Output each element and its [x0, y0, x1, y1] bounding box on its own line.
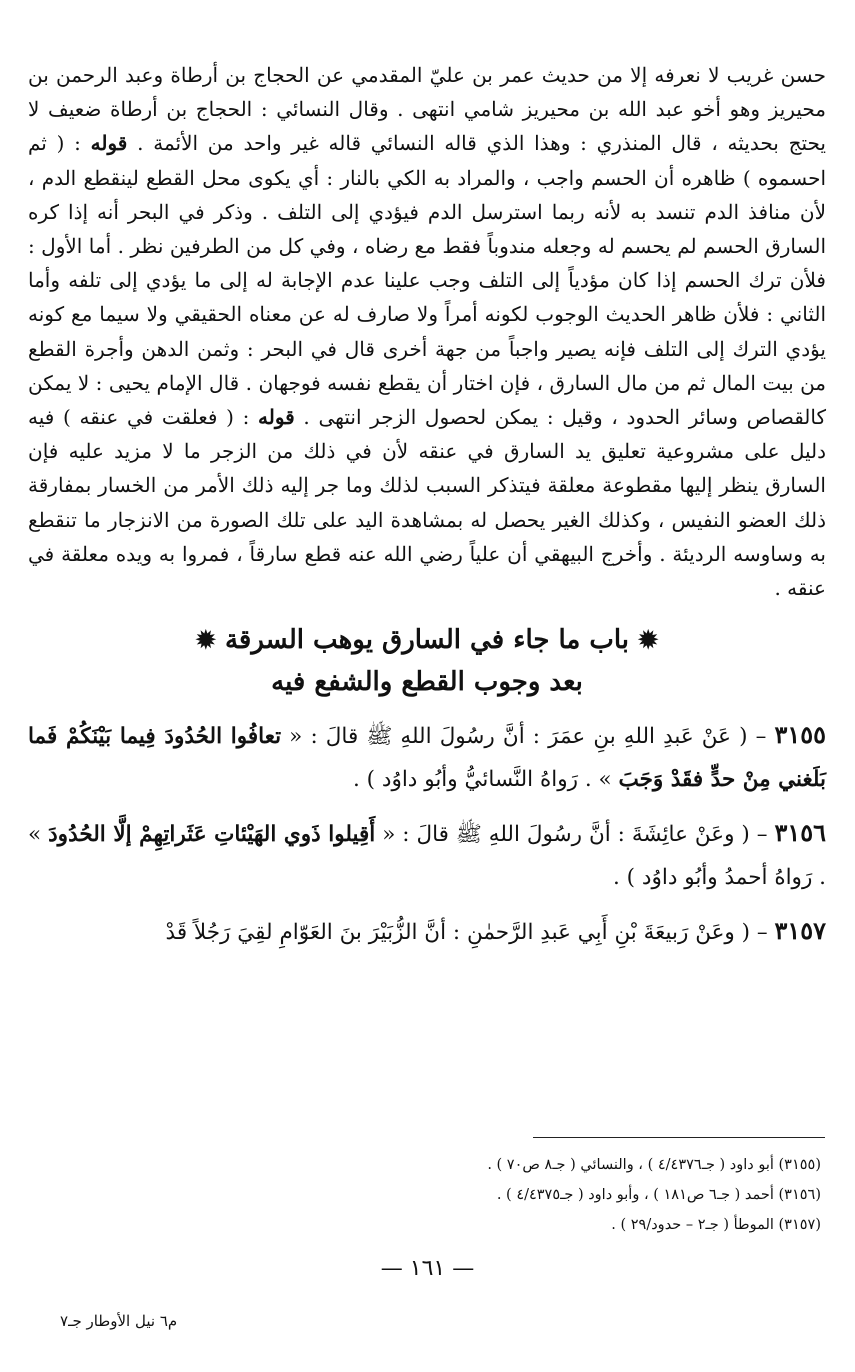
hadith-entry: [28, 713, 826, 801]
commentary-text: حسن غريب لا نعرفه إلا من حديث عمر بن عليّ المقدمي عن الحجاج بن أرطاة وعبد الرحمن بن محيريز وهو أخو عبد الله بن محيريز شامي انتهى . وقال النسائي : الحجاج بن أرطاة ضعيف لا يحتج بحديثه ، قال المنذري : وهذا الذي قاله النسائي قاله غير واحد من الأئمة .: [28, 63, 827, 156]
page-number: — ١٦١ —: [380, 1256, 475, 1281]
qawluh-marker: قوله: [90, 131, 128, 156]
hadith-text: – ( وعَنْ رَبيعَةَ بْنِ أَبِي عَبدِ الرَّحمٰنِ : أنَّ الزُّبَيْرَ بنَ العَوّامِ لقِيَ رَجُلاً قَدْ: [165, 920, 775, 946]
footnote: (٣١٥٧) الموطأ ( جـ٢ – حدود/٢٩ ) .: [611, 1217, 821, 1233]
hadith-entry: [28, 811, 826, 899]
hadith-source: » . رَواهُ النَّسائيُّ وأبُو داوُد ) .: [352, 767, 619, 793]
footnote: (٣١٥٥) أبو داود ( جـ٤/٤٣٧٦ ) ، والنسائي ( جـ٨ ص٧٠ ) .: [487, 1157, 821, 1173]
commentary-text: : ( فعلقت في عنقه ) فيه دليل على مشروعية تعليق يد السارق في عنقه لأن في ذلك من الزجر ما لا مزيد عليه فإن السارق ينظر إليها مقطوعة معلقة فيتذكر السبب لذلك وما جر إليه ذلك الأمر من الخسار بمفارقة ذلك العضو النفيس ، وكذلك الغير يحصل له بمشاهدة اليد على تلك الصورة من الانزجار ما تنقطع به وساوسه الرديئة . وأخرج البيهقي أن علياً رضي الله عنه قطع سارقاً ، فمروا به ويده معلقة في عنقه .: [28, 405, 827, 601]
footnote-divider: [533, 1137, 825, 1138]
qawluh-marker: قوله: [258, 405, 295, 430]
chapter-heading-line1: [28, 619, 826, 661]
chapter-subtitle: بعد وجوب القطع والشفع فيه: [271, 667, 583, 698]
hadith-number: ٣١٥٥: [774, 720, 826, 750]
commentary-block: [28, 58, 826, 605]
hadith-quote: أَقِيلوا ذَوي الهَيْئاتِ عَثَراتِهِمْ إلَّا الحُدُودَ: [48, 822, 376, 848]
printer-signature: م٦ نيل الأوطار جـ٧: [60, 1312, 178, 1330]
page-body: [28, 58, 826, 954]
hadith-number: ٣١٥٦: [774, 818, 826, 848]
commentary-text: : ( ثم احسموه ) ظاهره أن الحسم واجب ، والمراد به الكي بالنار : أي يكوى محل القطع لينقطع الدم ، لأن منافذ الدم تنسد به لأنه ربما استرسل الدم فيؤدي إلى التلف . وذكر في البحر أنه إذا كره السارق الحسم لم يحسم له وجعله مندوباً فقط مع رضاه ، وفي كل من الطرفين نظر . أما الأول : فلأن ترك الحسم إذا كان مؤدياً إلى التلف وجب علينا عدم الإجابة له إلى ما يؤدي إلى تلفه وأما الثاني : فلأن ظاهر الحديث الوجوب لكونه أمراً ولا صارف له عن معناه الحقيقي ولا سيما مع كونه يؤدي الترك إلى التلف فإنه يصير واجباً من جهة أخرى قال في البحر : وثمن الدهن وأجرة القطع من بيت المال ثم من مال السارق ، فإن اختار أن يقطع نفسه فوجهان . قال الإمام يحيى : لا يمكن كالقصاص وسائر الحدود ، وقيل : يمكن لحصول الزجر انتهى .: [28, 131, 827, 430]
chapter-title: باب ما جاء في السارق يوهب السرقة: [224, 625, 630, 656]
hadith-number: ٣١٥٧: [774, 916, 826, 946]
hadith-entry: [28, 909, 826, 954]
hadith-source: » . رَواهُ أحمدُ وأبُو داوُد ) .: [28, 822, 826, 891]
footnote: (٣١٥٦) أحمد ( جـ٦ ص١٨١ ) ، وأبو داود ( جـ٤/٤٣٧٥ ) .: [496, 1187, 821, 1203]
hadith-text: – ( وعَنْ عائِشَةَ : أنَّ رسُولَ اللهِ ﷺ قالَ : «: [375, 822, 775, 848]
hadith-text: – ( عَنْ عَبدِ اللهِ بنِ عمَرَ : أنَّ رسُولَ اللهِ ﷺ قالَ : «: [281, 724, 775, 750]
star-ornament-icon: ✹: [638, 625, 659, 655]
chapter-heading: [28, 619, 826, 703]
star-ornament-icon: ✹: [195, 625, 216, 655]
footnotes: [41, 1150, 821, 1240]
hadith-quote: تعافُوا الحُدُودَ فِيما بَيْنَكُمْ فَما بَلَغني مِنْ حدٍّ فقَدْ وَجَبَ: [28, 724, 826, 793]
